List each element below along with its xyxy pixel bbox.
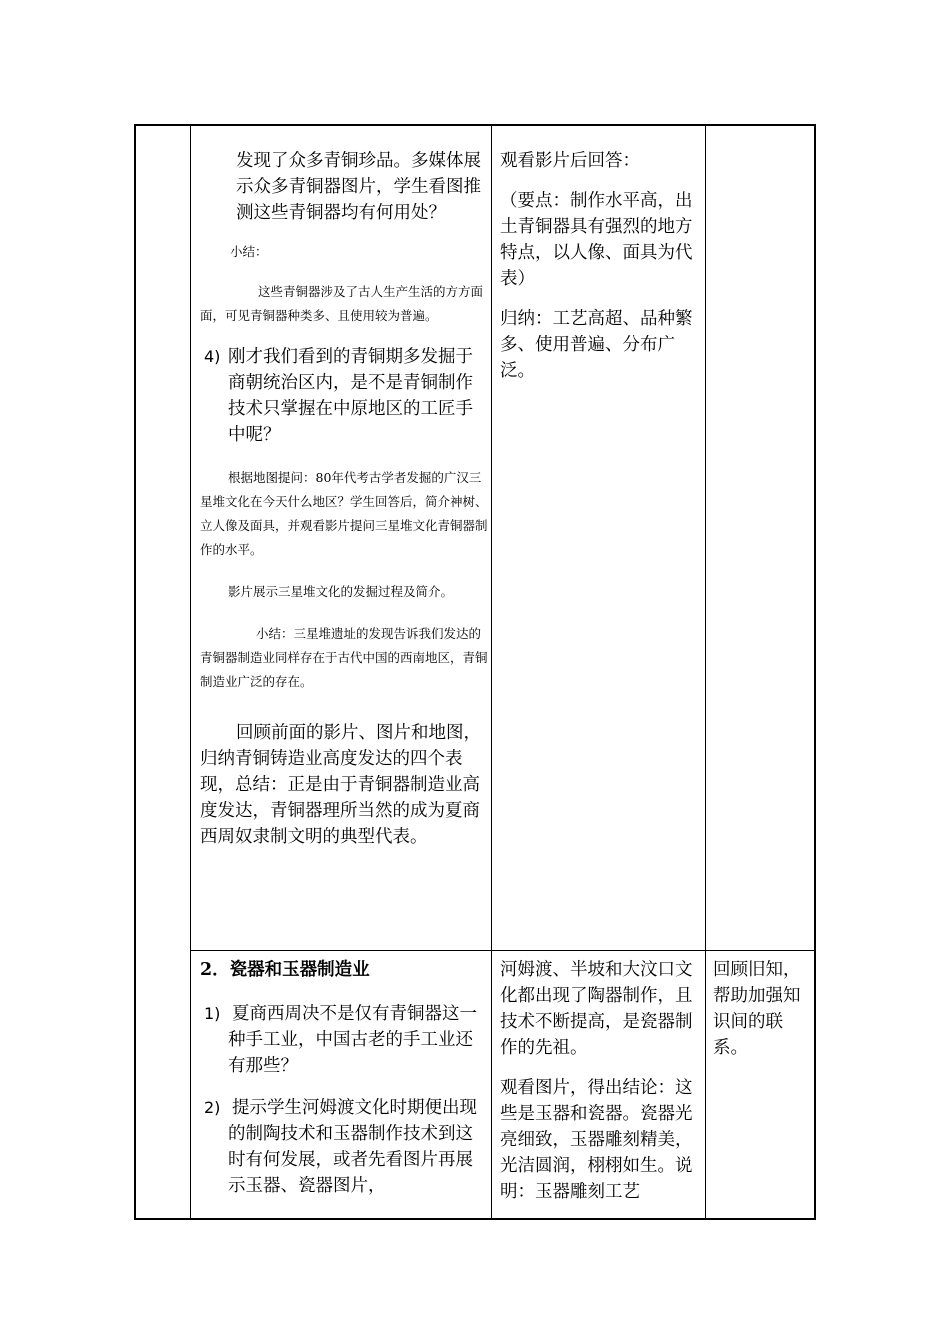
film-intro-paragraph: 影片展示三星堆文化的发掘过程及简介。	[228, 584, 454, 599]
list-number: 2)	[204, 1098, 221, 1117]
summary-text: 这些青铜器涉及了古人生产生活的方方面面，可见青铜器种类多、且使用较为普遍。	[200, 284, 484, 323]
map-question-paragraph: 根据地图提问：80年代考古学者发掘的广汉三星堆文化在今天什么地区？学生回答后，简介神树、立人像及面具，并观看影片提问三星堆文化青铜器制作的水平。	[200, 470, 488, 557]
row2-purpose-cell	[713, 957, 811, 1061]
review-paragraph: 回顾前面的影片、图片和地图，归纳青铜铸造业高度发达的四个表现，总结：正是由于青铜器制造业高度发达，青铜器理所当然的成为夏商西周奴隶制文明的典型代表。	[200, 723, 481, 847]
list-item-text: 夏商西周决不是仅有青铜器这一种手工业，中国古老的手工业还有那些？	[228, 1004, 477, 1076]
watch-film-answer: 观看影片后回答：	[500, 151, 640, 171]
row1-teacher-cell	[196, 148, 488, 850]
summary2-paragraph: 小结：三星堆遗址的发现告诉我们发达的青铜器制造业同样存在于古代中国的西南地区，青铜制造业广泛的存在。	[200, 626, 488, 689]
section-heading: 2．瓷器和玉器制造业	[200, 960, 370, 980]
row2-student-cell	[500, 957, 700, 1205]
list-item-text: 刚才我们看到的青铜期多发掘于商朝统治区内，是不是青铜制作技术只掌握在中原地区的工匠手中呢？	[228, 347, 473, 445]
jade-porcelain-conclusion: 观看图片，得出结论：这些是玉器和瓷器。瓷器光亮细致，玉器雕刻精美，光洁圆润，栩栩如生。说明：玉器雕刻工艺	[500, 1078, 693, 1202]
list-item-1	[196, 1001, 488, 1079]
row1-student-cell	[500, 148, 700, 384]
row-divider	[190, 950, 814, 951]
key-points: （要点：制作水平高，出土青铜器具有强烈的地方特点，以人像、面具为代表）	[500, 191, 693, 289]
column-divider-1	[190, 126, 191, 1218]
list-number: 1)	[204, 1004, 221, 1023]
pottery-answer: 河姆渡、半坡和大汶口文化都出现了陶器制作，且技术不断提高，是瓷器制作的先祖。	[500, 960, 693, 1058]
list-item-4	[196, 344, 488, 448]
column-divider-3	[705, 126, 706, 1218]
purpose-text: 回顾旧知，帮助加强知识间的联系。	[713, 960, 801, 1058]
conclusion: 归纳：工艺高超、品种繁多、使用普遍、分布广泛。	[500, 309, 693, 381]
list-number: 4)	[204, 347, 221, 366]
summary-label: 小结：	[230, 244, 268, 259]
list-item-2	[196, 1095, 488, 1199]
lesson-plan-table	[134, 124, 816, 1220]
bronze-display-paragraph: 发现了众多青铜珍品。多媒体展示众多青铜器图片，学生看图推测这些青铜器均有何用处？	[236, 151, 481, 223]
list-item-text: 提示学生河姆渡文化时期便出现的制陶技术和玉器制作技术到这时有何发展，或者先看图片再展示玉器、瓷器图片，	[228, 1098, 477, 1196]
row2-teacher-cell	[196, 957, 488, 1199]
column-divider-2	[491, 126, 492, 1218]
